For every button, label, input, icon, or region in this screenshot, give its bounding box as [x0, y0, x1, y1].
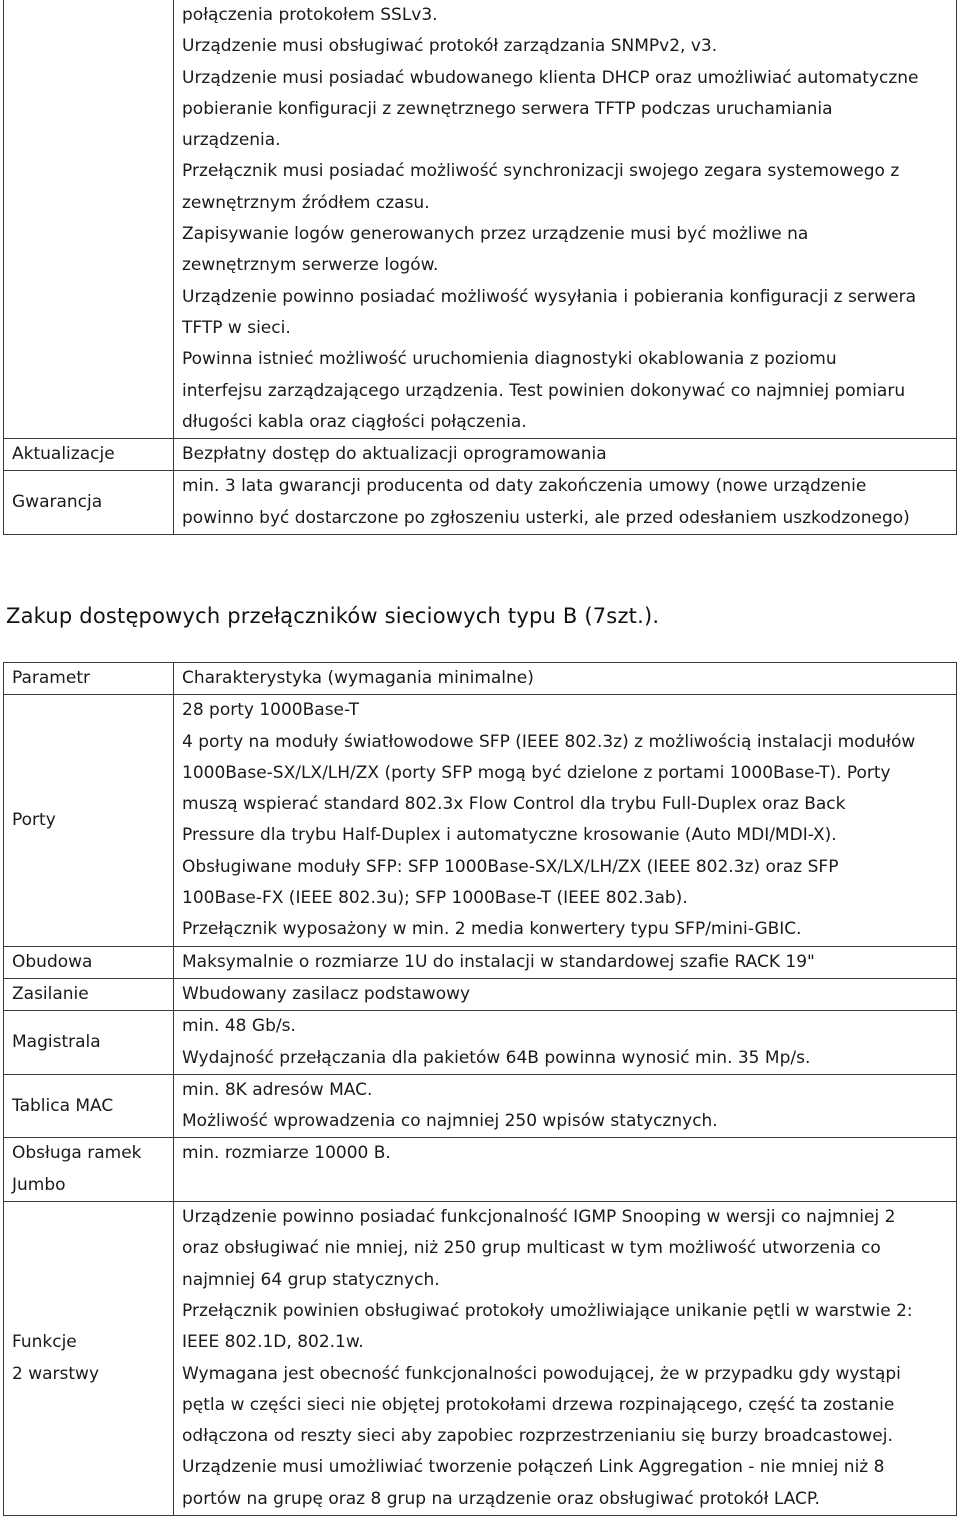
param-label — [4, 1202, 174, 1516]
spec-table-switch-b — [3, 662, 957, 1516]
param-label-line: Gwarancja — [12, 492, 103, 513]
value-line: Bezpłatny dostęp do aktualizacji oprogramowania — [182, 444, 607, 465]
value-line: zewnętrznym serwerze logów. — [182, 255, 439, 276]
value-line: urządzenia. — [182, 130, 281, 151]
value-line: Wydajność przełączania dla pakietów 64B powinna wynosić min. 35 Mp/s. — [182, 1047, 811, 1068]
param-value — [174, 1011, 957, 1075]
param-value — [174, 1202, 957, 1516]
value-line: min. 48 Gb/s. — [182, 1016, 296, 1037]
value-line: Urządzenie powinno posiadać możliwość wysyłania i pobierania konfiguracji z serwera — [182, 286, 917, 307]
header-param: Parametr — [4, 663, 174, 695]
param-label — [4, 1011, 174, 1075]
param-label — [4, 695, 174, 946]
value-line: interfejsu zarządzającego urządzenia. Test powinien dokonywać co najmniej pomiaru — [182, 380, 906, 401]
value-line: Urządzenie powinno posiadać funkcjonalność IGMP Snooping w wersji co najmniej 2 — [182, 1207, 896, 1228]
value-line: min. rozmiarze 10000 B. — [182, 1143, 391, 1164]
value-line: oraz obsługiwać nie mniej, niż 250 grup multicast w tym możliwość utworzenia co — [182, 1238, 881, 1259]
param-label — [4, 471, 174, 535]
value-line: portów na grupę oraz 8 grup na urządzenie oraz obsługiwać protokół LACP. — [182, 1488, 820, 1509]
spec-table-continued — [3, 0, 957, 535]
value-line: powinno być dostarczone po zgłoszeniu usterki, ale przed odesłaniem uszkodzonego) — [182, 507, 910, 528]
param-label-line: Obudowa — [12, 951, 93, 972]
param-label — [4, 978, 174, 1010]
value-line: Wbudowany zasilacz podstawowy — [182, 983, 471, 1004]
table-header-row — [4, 663, 957, 695]
value-line: TFTP w sieci. — [182, 317, 291, 338]
param-label-line: Aktualizacje — [12, 444, 115, 465]
table-row — [4, 471, 957, 535]
value-line: Zapisywanie logów generowanych przez urządzenie musi być możliwe na — [182, 224, 809, 245]
value-line: min. 8K adresów MAC. — [182, 1079, 373, 1100]
param-label — [4, 439, 174, 471]
value-line: zewnętrznym źródłem czasu. — [182, 192, 430, 213]
table-row — [4, 978, 957, 1010]
value-line: Przełącznik musi posiadać możliwość synchronizacji swojego zegara systemowego z — [182, 161, 900, 182]
value-line: muszą wspierać standard 802.3x Flow Control dla trybu Full-Duplex oraz Back — [182, 794, 846, 815]
param-label-line: Magistrala — [12, 1031, 101, 1052]
value-line: 1000Base-SX/LX/LH/ZX (porty SFP mogą być dzielone z portami 1000Base-T). Porty — [182, 762, 891, 783]
value-line: Urządzenie musi obsługiwać protokół zarządzania SNMPv2, v3. — [182, 36, 718, 57]
value-line: Urządzenie musi posiadać wbudowanego klienta DHCP oraz umożliwiać automatyczne — [182, 67, 919, 88]
table-row — [4, 946, 957, 978]
param-label — [4, 1074, 174, 1138]
value-line: 100Base-FX (IEEE 802.3u); SFP 1000Base-T (IEEE 802.3ab). — [182, 888, 688, 909]
value-line: odłączona od reszty sieci aby zapobiec rozprzestrzenianiu się burzy broadcastowej. — [182, 1426, 893, 1447]
table-row — [4, 1138, 957, 1202]
value-line: 4 porty na moduły światłowodowe SFP (IEEE 802.3z) z możliwością instalacji modułów — [182, 731, 916, 752]
value-line: IEEE 802.1D, 802.1w. — [182, 1332, 364, 1353]
param-value — [174, 439, 957, 471]
param-value — [174, 978, 957, 1010]
param-value — [174, 1074, 957, 1138]
param-label — [4, 1138, 174, 1202]
param-value — [174, 695, 957, 946]
table-row — [4, 1202, 957, 1516]
value-line: Wymagana jest obecność funkcjonalności powodującej, że w przypadku gdy wystąpi — [182, 1363, 901, 1384]
param-label-line: Tablica MAC — [12, 1095, 114, 1116]
table-row — [4, 1074, 957, 1138]
value-line: najmniej 64 grup statycznych. — [182, 1269, 440, 1290]
value-line: Możliwość wprowadzenia co najmniej 250 wpisów statycznych. — [182, 1111, 718, 1132]
param-label-line: Funkcje — [12, 1332, 77, 1353]
value-line: Powinna istnieć możliwość uruchomienia diagnostyki okablowania z poziomu — [182, 349, 837, 370]
param-label-line: Porty — [12, 809, 56, 830]
param-value — [174, 946, 957, 978]
value-line: Obsługiwane moduły SFP: SFP 1000Base-SX/LX/LH/ZX (IEEE 802.3z) oraz SFP — [182, 856, 839, 877]
table-row — [4, 0, 957, 439]
value-line: połączenia protokołem SSLv3. — [182, 5, 438, 25]
value-line: min. 3 lata gwarancji producenta od daty zakończenia umowy (nowe urządzenie — [182, 476, 867, 497]
table-row — [4, 1011, 957, 1075]
param-label-line: Obsługa ramek — [12, 1143, 142, 1164]
value-line: Urządzenie musi umożliwiać tworzenie połączeń Link Aggregation - nie mniej niż 8 — [182, 1457, 885, 1478]
param-value — [174, 1138, 957, 1202]
value-line: Pressure dla trybu Half-Duplex i automatyczne krosowanie (Auto MDI/MDI-X). — [182, 825, 837, 846]
value-line: 28 porty 1000Base-T — [182, 700, 359, 721]
value-line: Przełącznik wyposażony w min. 2 media konwertery typu SFP/mini-GBIC. — [182, 919, 802, 940]
value-line: długości kabla oraz ciągłości połączenia. — [182, 411, 527, 432]
param-label-line: 2 warstwy — [12, 1363, 100, 1384]
value-line: pętla w części sieci nie objętej protokołami drzewa rozpinającego, część ta zostanie — [182, 1394, 895, 1415]
value-line: pobieranie konfiguracji z zewnętrznego serwera TFTP podczas uruchamiania — [182, 98, 833, 119]
param-label — [4, 946, 174, 978]
value-line: Przełącznik powinien obsługiwać protokoły umożliwiające unikanie pętli w warstwie 2: — [182, 1300, 913, 1321]
header-characteristics: Charakterystyka (wymagania minimalne) — [174, 663, 957, 695]
value-line: Maksymalnie o rozmiarze 1U do instalacji w standardowej szafie RACK 19" — [182, 951, 815, 972]
table-row — [4, 439, 957, 471]
param-value — [174, 0, 957, 439]
param-label-line: Zasilanie — [12, 983, 89, 1004]
param-label-line: Jumbo — [12, 1174, 66, 1195]
section-title: Zakup dostępowych przełączników sieciowych typu B (7szt.). — [6, 604, 660, 628]
table-row — [4, 695, 957, 946]
param-value — [174, 471, 957, 535]
param-label — [4, 0, 174, 439]
